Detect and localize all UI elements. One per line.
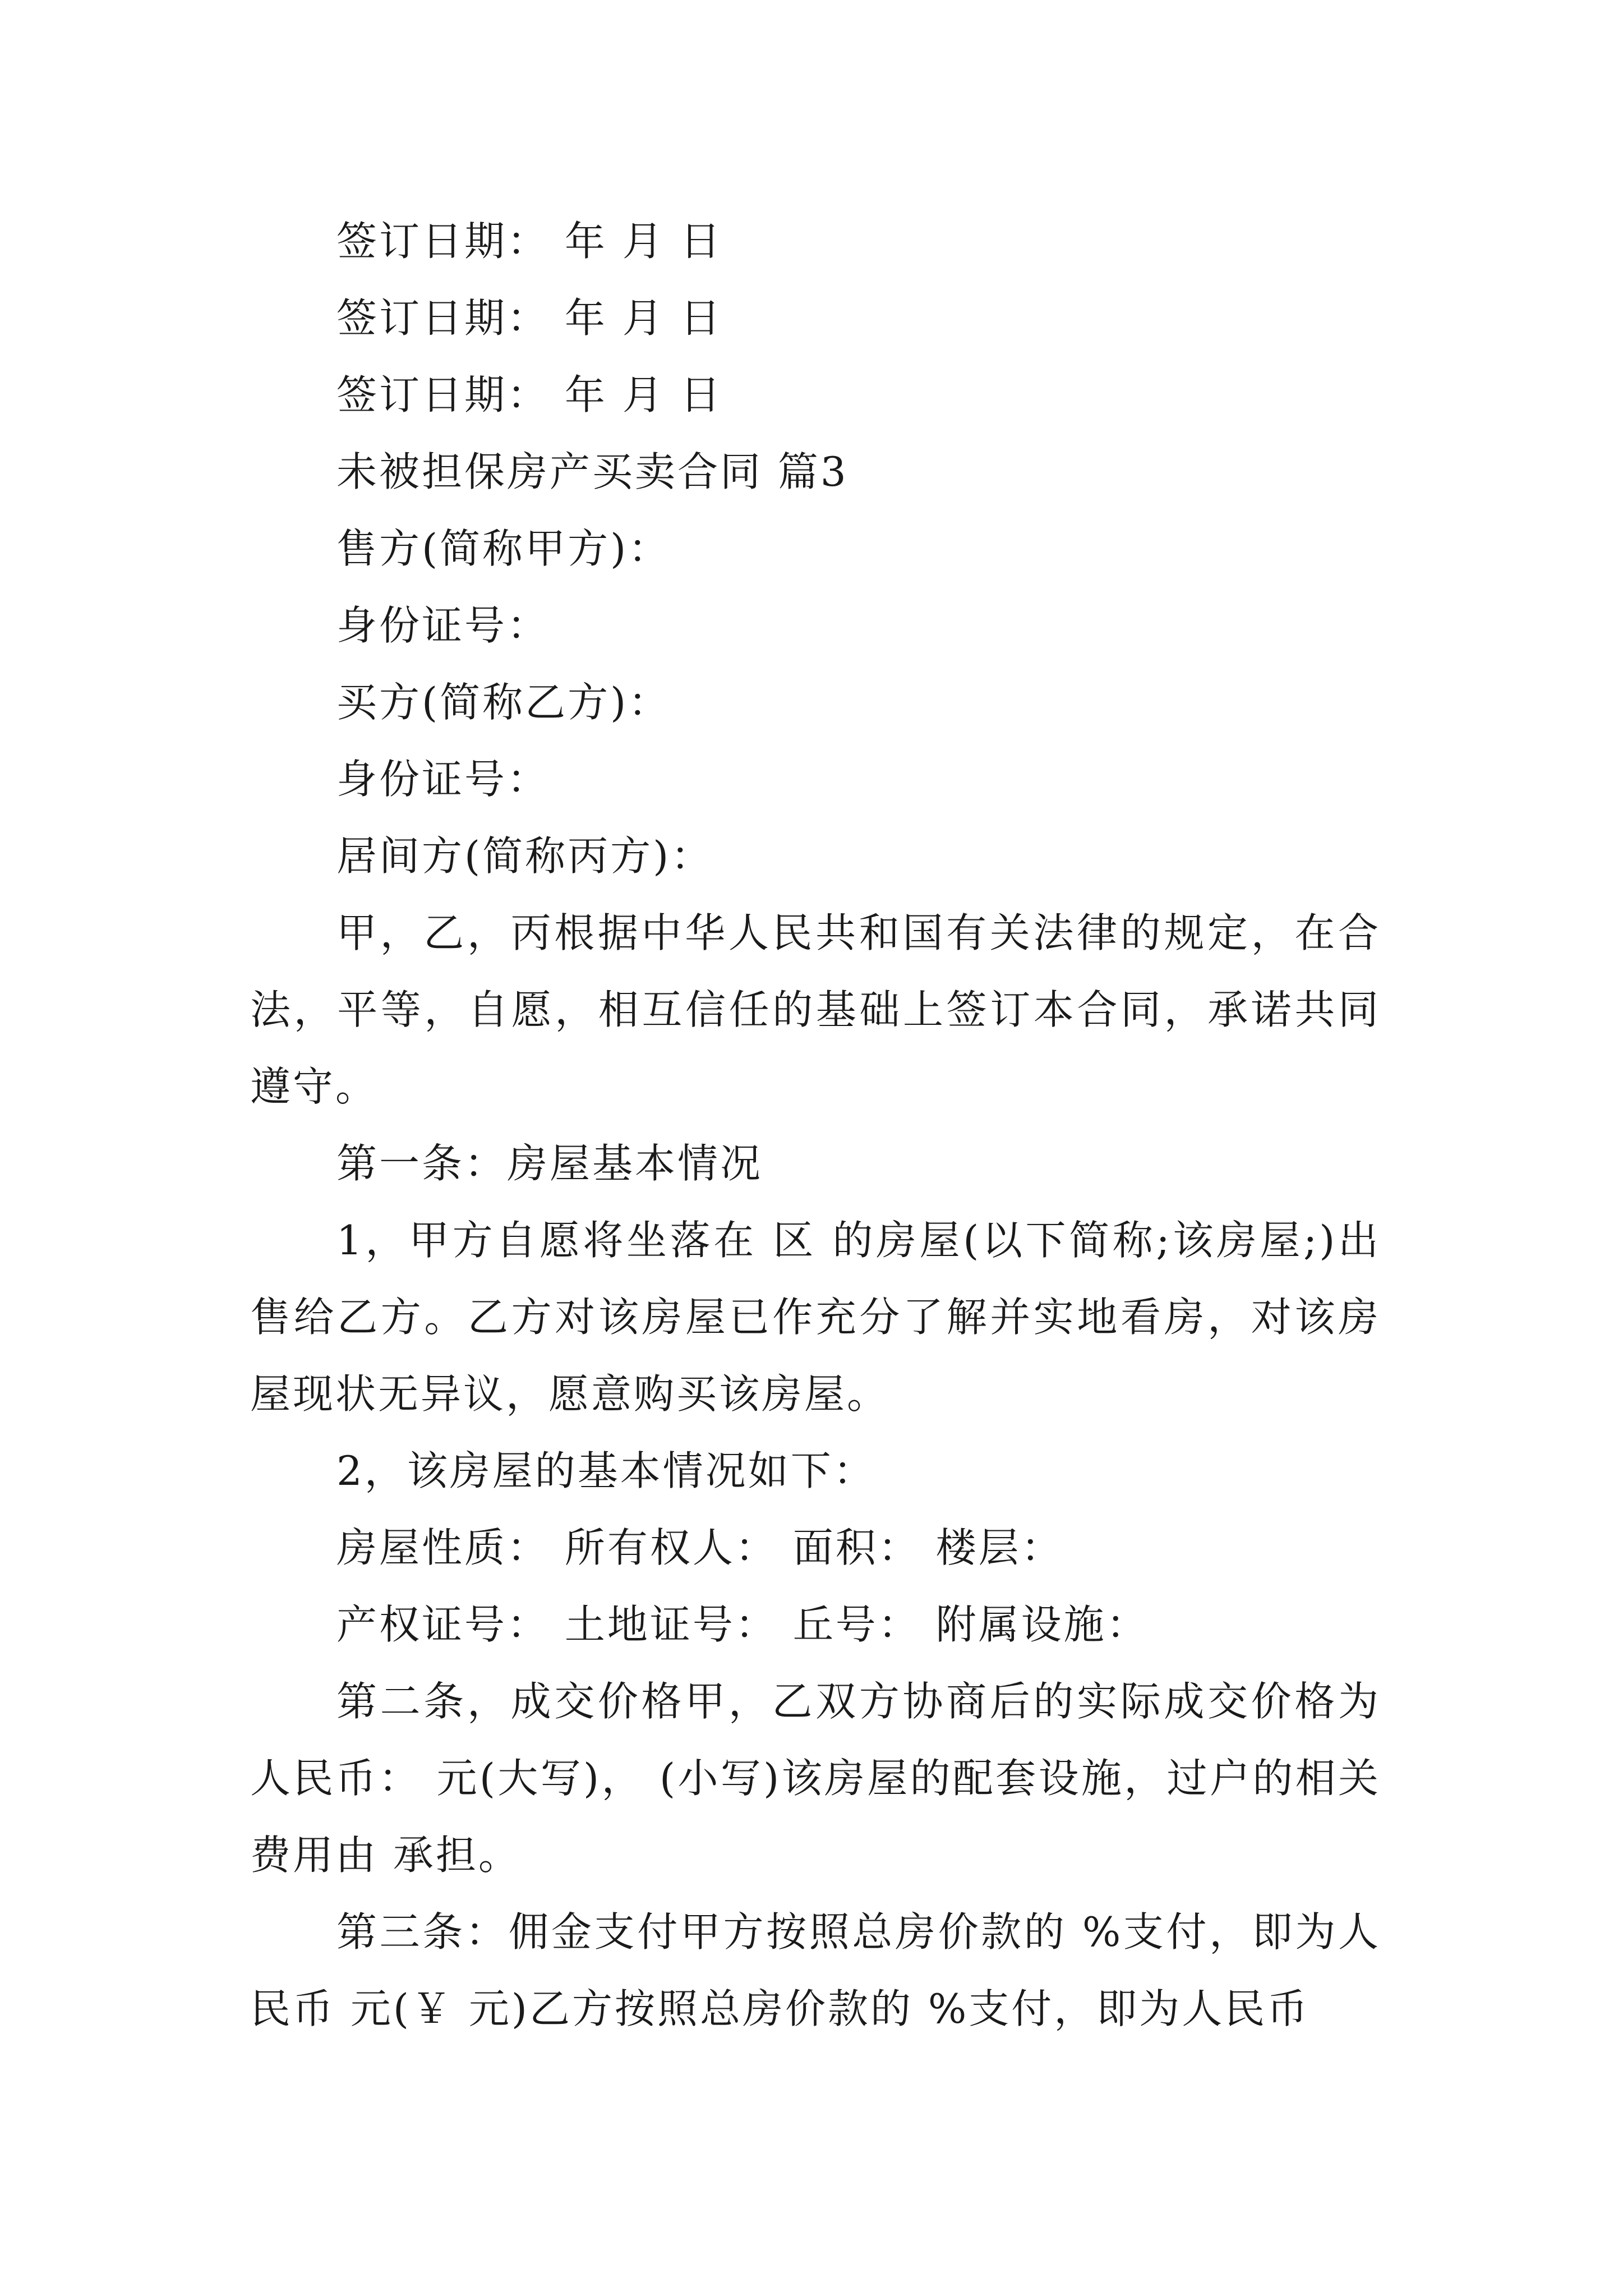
article-1-item-2: 2，该房屋的基本情况如下：: [336, 1447, 876, 1494]
seller-label: 售方(简称甲方)：: [336, 525, 671, 572]
article-2-paragraph: 第二条，成交价格甲，乙双方协商后的实际成交价格为人民币： 元(大写)， (小写)该房屋的配套设施，过户的相关费用由 承担。: [250, 1678, 1381, 1879]
article-3-paragraph: 第三条：佣金支付甲方按照总房价款的 %支付，即为人民币 元(￥ 元)乙方按照总房价款的 %支付，即为人民币: [250, 1908, 1381, 2032]
contract-title: 未被担保房产买卖合同 篇3: [336, 448, 849, 495]
signing-date-line: 签订日期： 年 月 日: [336, 218, 723, 265]
preamble-paragraph: 甲，乙，丙根据中华人民共和国有关法律的规定，在合法，平等，自愿，相互信任的基础上签订本合同，承诺共同遵守。: [250, 909, 1381, 1110]
buyer-label: 买方(简称乙方)：: [336, 679, 671, 726]
property-fields-row: 产权证号： 土地证号： 丘号： 附属设施：: [336, 1601, 1149, 1648]
agent-label: 居间方(简称丙方)：: [336, 832, 714, 880]
document-body: [250, 203, 1381, 2047]
signing-date-line: 签订日期： 年 月 日: [336, 371, 723, 418]
article-1-heading: 第一条：房屋基本情况: [336, 1140, 763, 1187]
signing-date-line: 签订日期： 年 月 日: [336, 295, 723, 342]
article-1-item-1: 1，甲方自愿将坐落在 区 的房屋(以下简称;该房屋;)出售给乙方。乙方对该房屋已作充分了解并实地看房，对该房屋现状无异议，愿意购买该房屋。: [250, 1217, 1381, 1418]
property-fields-row: 房屋性质： 所有权人： 面积： 楼层：: [336, 1524, 1064, 1571]
seller-id-label: 身份证号：: [336, 602, 550, 649]
buyer-id-label: 身份证号：: [336, 756, 550, 803]
